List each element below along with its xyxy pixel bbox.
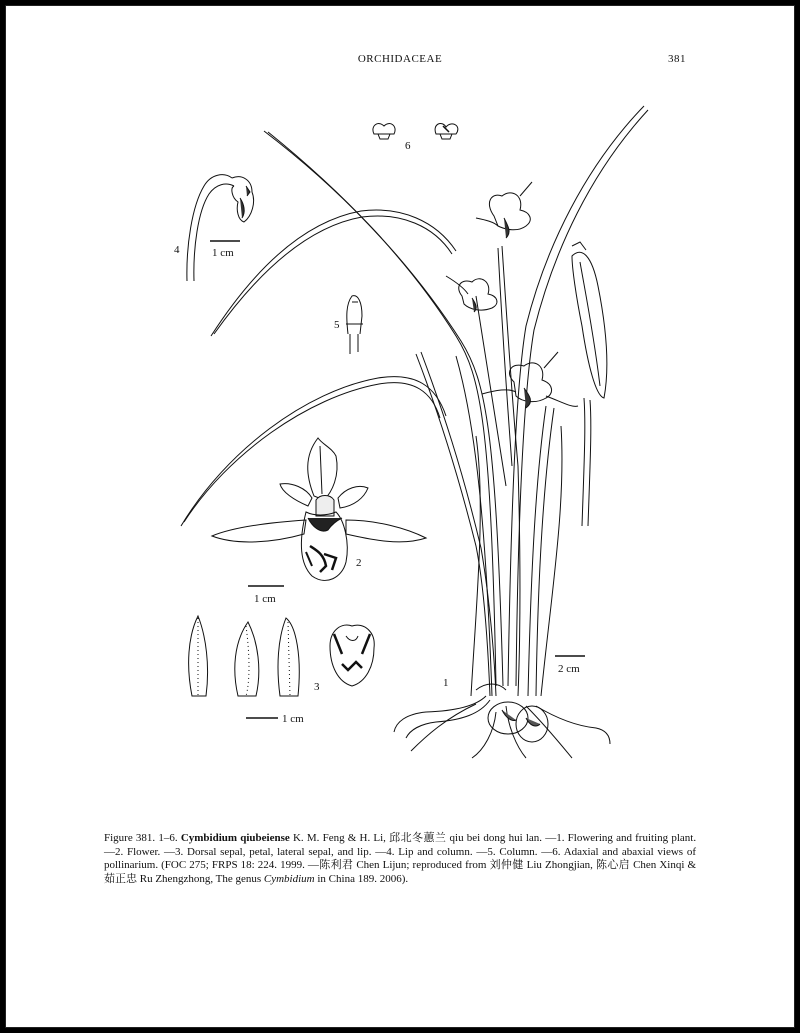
- caption-description: qiu bei dong hui lan. —1. Flowering and fruiting plant. —2. Flower. —3. Dorsal sepal, petal, lateral sepal, and lip. —4. Lip and column. —5. Column. —6. Adaxial and abaxial views of pollinarium. (FOC 275; FRPS 18: 224. 1999. —: [104, 832, 697, 871]
- label-1: 1: [443, 677, 449, 689]
- caption-range: 1–6.: [158, 832, 178, 844]
- caption-author1-en: Liu Zhongjian,: [526, 859, 593, 871]
- flower-drawing: [212, 438, 426, 580]
- caption-authority: K. M. Feng & H. Li,: [292, 832, 386, 844]
- column-drawing: [346, 296, 363, 354]
- caption-chinese-name: 邱北冬蕙兰: [389, 832, 447, 844]
- leaves-drawing: [181, 106, 648, 696]
- book-page: [5, 5, 795, 1028]
- page-number: 381: [668, 53, 686, 65]
- scale-label-4: 1 cm: [212, 247, 234, 259]
- running-title: ORCHIDACEAE: [357, 53, 443, 65]
- label-4: 4: [174, 244, 180, 256]
- caption-author1-cn: 刘仲健: [489, 859, 524, 871]
- roots-drawing: [394, 684, 610, 758]
- botanical-illustration: [6, 6, 794, 806]
- label-2: 2: [356, 557, 362, 569]
- caption-artist-cn: 陈利君: [318, 859, 354, 871]
- label-6: 6: [405, 140, 411, 152]
- lip-column-drawing: [187, 175, 254, 281]
- caption-author3-cn: 茹正忠: [104, 872, 137, 885]
- scale-label-3: 1 cm: [282, 713, 304, 725]
- caption-species: Cymbidium qiubeiense: [180, 832, 290, 844]
- label-5: 5: [334, 319, 340, 331]
- scale-label-1: 2 cm: [558, 663, 580, 675]
- caption-genus: Cymbidium: [263, 872, 315, 885]
- scale-label-2: 1 cm: [254, 593, 276, 605]
- caption-author2-en: Chen Xinqi &: [633, 859, 697, 871]
- caption-source-tail: in China 189. 2006).: [317, 872, 409, 885]
- label-3: 3: [314, 681, 320, 693]
- caption-figure-ref: Figure 381.: [104, 832, 156, 844]
- caption-author2-cn: 陈心启: [596, 859, 630, 871]
- figure-caption: [104, 832, 696, 886]
- perianth-parts-drawing: [189, 616, 375, 696]
- inflorescence-drawing: [446, 182, 607, 696]
- caption-artist-en: Chen Lijun; reproduced from: [356, 859, 487, 871]
- caption-author3-en: Ru Zhengzhong, The genus: [139, 872, 262, 885]
- pollinarium-drawing: [373, 123, 458, 139]
